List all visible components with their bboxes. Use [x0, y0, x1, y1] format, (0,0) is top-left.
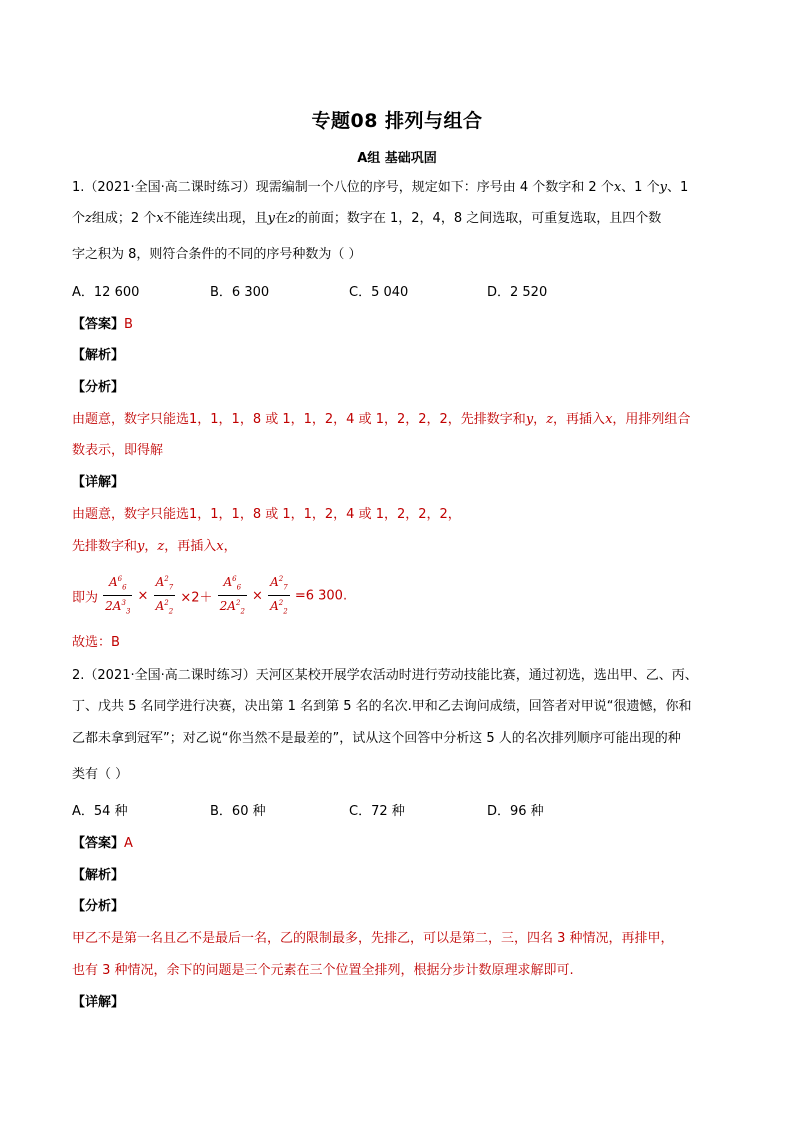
q2-fenxi-line-2: 也有 3 种情况，余下的问题是三个元素在三个位置全排列，根据分步计数原理求解即可. [72, 963, 574, 978]
q1-detail-label: 【详解】 [72, 475, 125, 490]
q1-option-b: B．6 300 [210, 285, 270, 300]
q1-analysis-label: 【解析】 [72, 348, 125, 363]
q2-answer: 【答案】A [72, 836, 133, 851]
q1-fenxi-line-1: 由题意，数字只能选1，1，1，8 或 1，1，2，4 或 1，2，2，2，先排数字和y，z，再插入x，用排列组合 [72, 412, 691, 427]
q1-detail-line-1: 由题意，数字只能选1，1，1，8 或 1，1，2，4 或 1，2，2，2， [72, 507, 461, 522]
q2-stem-line-4: 类有（ ） [72, 767, 129, 782]
q2-stem-line-1: 2.（2021·全国·高二课时练习）天河区某校开展学农活动时进行劳动技能比赛，通过初选，选出甲、乙、丙、 [72, 668, 698, 683]
q1-stem-line-1: 1.（2021·全国·高二课时练习）现需编制一个八位的序号，规定如下：序号由 4 个数字和 2 个x、1 个y、1 [72, 180, 689, 195]
q2-stem-line-3: 乙都未拿到冠军”；对乙说“你当然不是最差的”，试从这个回答中分析这 5 人的名次排列顺序可能出现的种 [72, 731, 681, 746]
section-heading: A组 基础巩固 [357, 151, 437, 166]
page-title: 专题08 排列与组合 [311, 110, 483, 132]
q1-stem-line-2: 个z组成；2 个x不能连续出现，且y在z的前面；数字在 1，2，4，8 之间选取，可重复选取，且四个数 [72, 211, 662, 226]
q1-option-a: A．12 600 [72, 285, 140, 300]
fraction-2: $\frac{A^2_7}{A^2_2}$ [154, 572, 176, 620]
q1-option-d: D．2 520 [487, 285, 548, 300]
q1-conclusion: 故选：B [72, 635, 120, 650]
q1-stem-line-3: 字之积为 8，则符合条件的不同的序号种数为（ ） [72, 247, 362, 262]
q1-option-c: C．5 040 [349, 285, 409, 300]
fraction-4: $\frac{A^2_7}{A^2_2}$ [268, 572, 290, 620]
q2-analysis-label: 【解析】 [72, 868, 125, 883]
q2-detail-label: 【详解】 [72, 995, 125, 1010]
q2-fenxi-line-1: 甲乙不是第一名且乙不是最后一名，乙的限制最多，先排乙，可以是第二，三，四名 3 种情况，再排甲， [72, 931, 674, 946]
q1-fenxi-line-2: 数表示，即得解 [72, 443, 164, 458]
q1-fenxi-label: 【分析】 [72, 380, 125, 395]
q2-option-c: C．72 种 [349, 804, 405, 819]
q2-option-b: B．60 种 [210, 804, 266, 819]
fraction-3: $\frac{A^6_6}{2A^2_2}$ [218, 572, 247, 620]
q2-stem-line-2: 丁、戊共 5 名同学进行决赛，决出第 1 名到第 5 名的名次.甲和乙去询问成绩，回答者对甲说“很遗憾，你和 [72, 699, 692, 714]
q2-option-d: D．96 种 [487, 804, 544, 819]
q1-detail-line-2: 先排数字和y，z，再插入x， [72, 539, 237, 554]
fraction-1: $\frac{A^6_6}{2A^3_3}$ [103, 572, 132, 620]
q2-option-a: A．54 种 [72, 804, 128, 819]
q1-answer: 【答案】B [72, 317, 133, 332]
q1-formula: 即为 $\frac{A^6_6}{2A^3_3}$ × $\frac{A^2_7}{A^2_2}$ ×2＋ $\frac{A^6_6}{2A^2_2}$ × $\frac{A^2_7}{A^2_2}$ =6 300. [72, 572, 347, 616]
q2-fenxi-label: 【分析】 [72, 899, 125, 914]
